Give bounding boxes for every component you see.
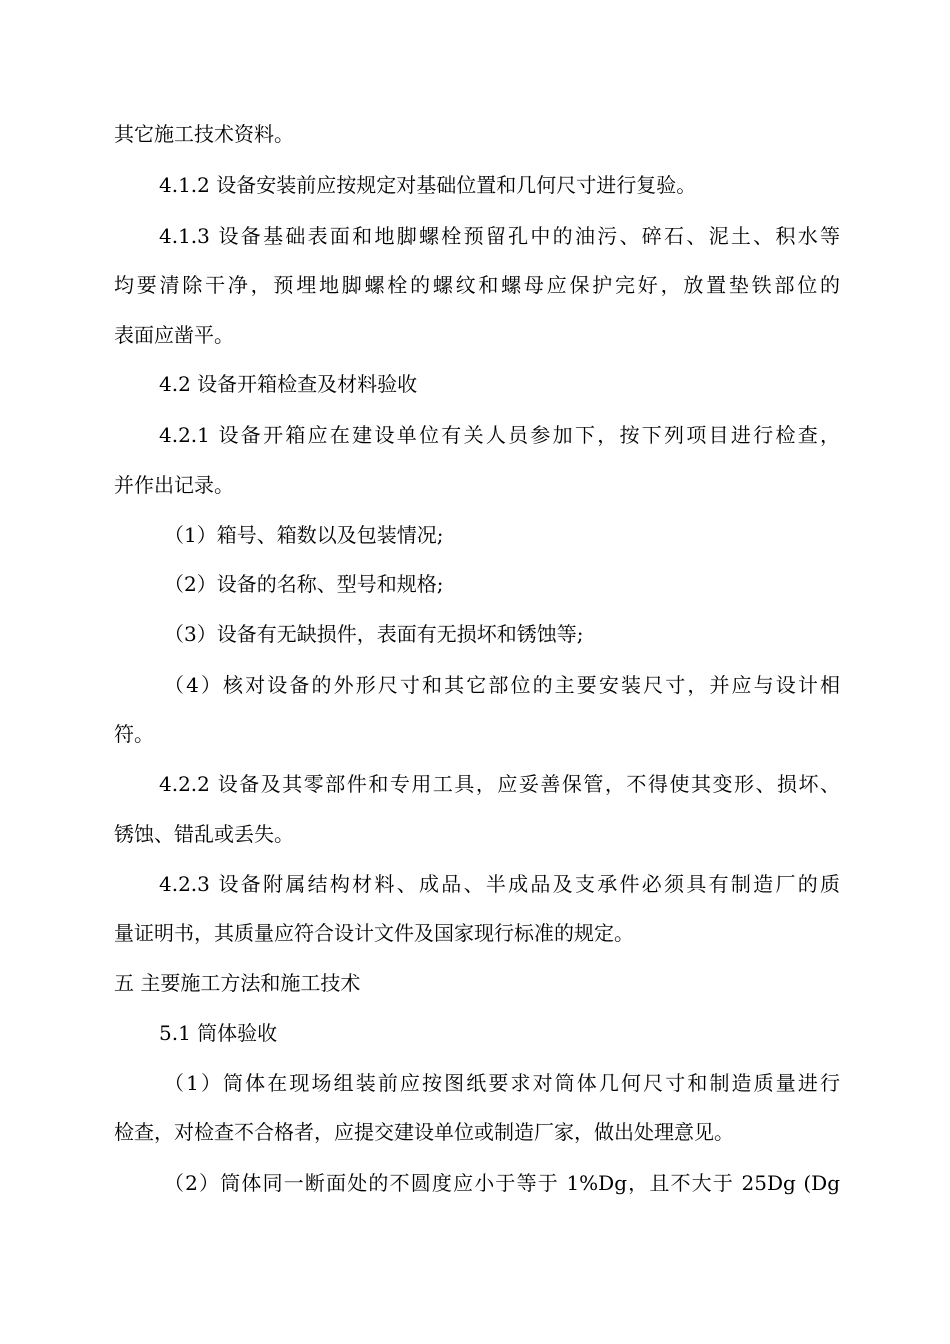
text-line-2: 4.1.2 设备安装前应按规定对基础位置和几何尺寸进行复验。 xyxy=(159,173,697,197)
text-line-22: （2）筒体同一断面处的不圆度应小于等于 1%Dg，且不大于 25Dg (Dg xyxy=(164,1171,840,1195)
text-line-15: 锈蚀、错乱或丢失。 xyxy=(114,822,294,846)
text-line-14: 4.2.2 设备及其零部件和专用工具，应妥善保管，不得使其变形、损坏、 xyxy=(159,772,840,796)
text-line-16: 4.2.3 设备附属结构材料、成品、半成品及支承件必须具有制造厂的质 xyxy=(159,872,840,896)
text-line-10: （2）设备的名称、型号和规格; xyxy=(164,572,444,596)
text-line-6: 4.2 设备开箱检查及材料验收 xyxy=(159,372,418,396)
text-line-17: 量证明书，其质量应符合设计文件及国家现行标准的规定。 xyxy=(114,921,634,945)
text-line-7: 4.2.1 设备开箱应在建设单位有关人员参加下，按下列项目进行检查， xyxy=(159,423,840,447)
subsection-heading: 5.1 筒体验收 xyxy=(159,1021,278,1045)
text-line-12: （4）核对设备的外形尺寸和其它部位的主要安装尺寸，并应与设计相 xyxy=(164,673,840,697)
text-line-8: 并作出记录。 xyxy=(114,473,234,497)
text-line-9: （1）箱号、箱数以及包装情况; xyxy=(164,523,444,547)
section-heading: 五 主要施工方法和施工技术 xyxy=(114,971,361,995)
text-line-5: 表面应凿平。 xyxy=(114,323,234,347)
text-line-4: 均要清除干净，预埋地脚螺栓的螺纹和螺母应保护完好，放置垫铁部位的 xyxy=(114,273,840,297)
text-line-21: 检查，对检查不合格者，应提交建设单位或制造厂家，做出处理意见。 xyxy=(114,1120,734,1144)
text-line-13: 符。 xyxy=(114,722,154,746)
text-line-11: （3）设备有无缺损件，表面有无损坏和锈蚀等; xyxy=(164,622,584,646)
text-line-3: 4.1.3 设备基础表面和地脚螺栓预留孔中的油污、碎石、泥土、积水等 xyxy=(159,224,840,248)
text-line-20: （1）筒体在现场组装前应按图纸要求对筒体几何尺寸和制造质量进行 xyxy=(164,1071,840,1095)
text-line-1: 其它施工技术资料。 xyxy=(114,122,294,146)
